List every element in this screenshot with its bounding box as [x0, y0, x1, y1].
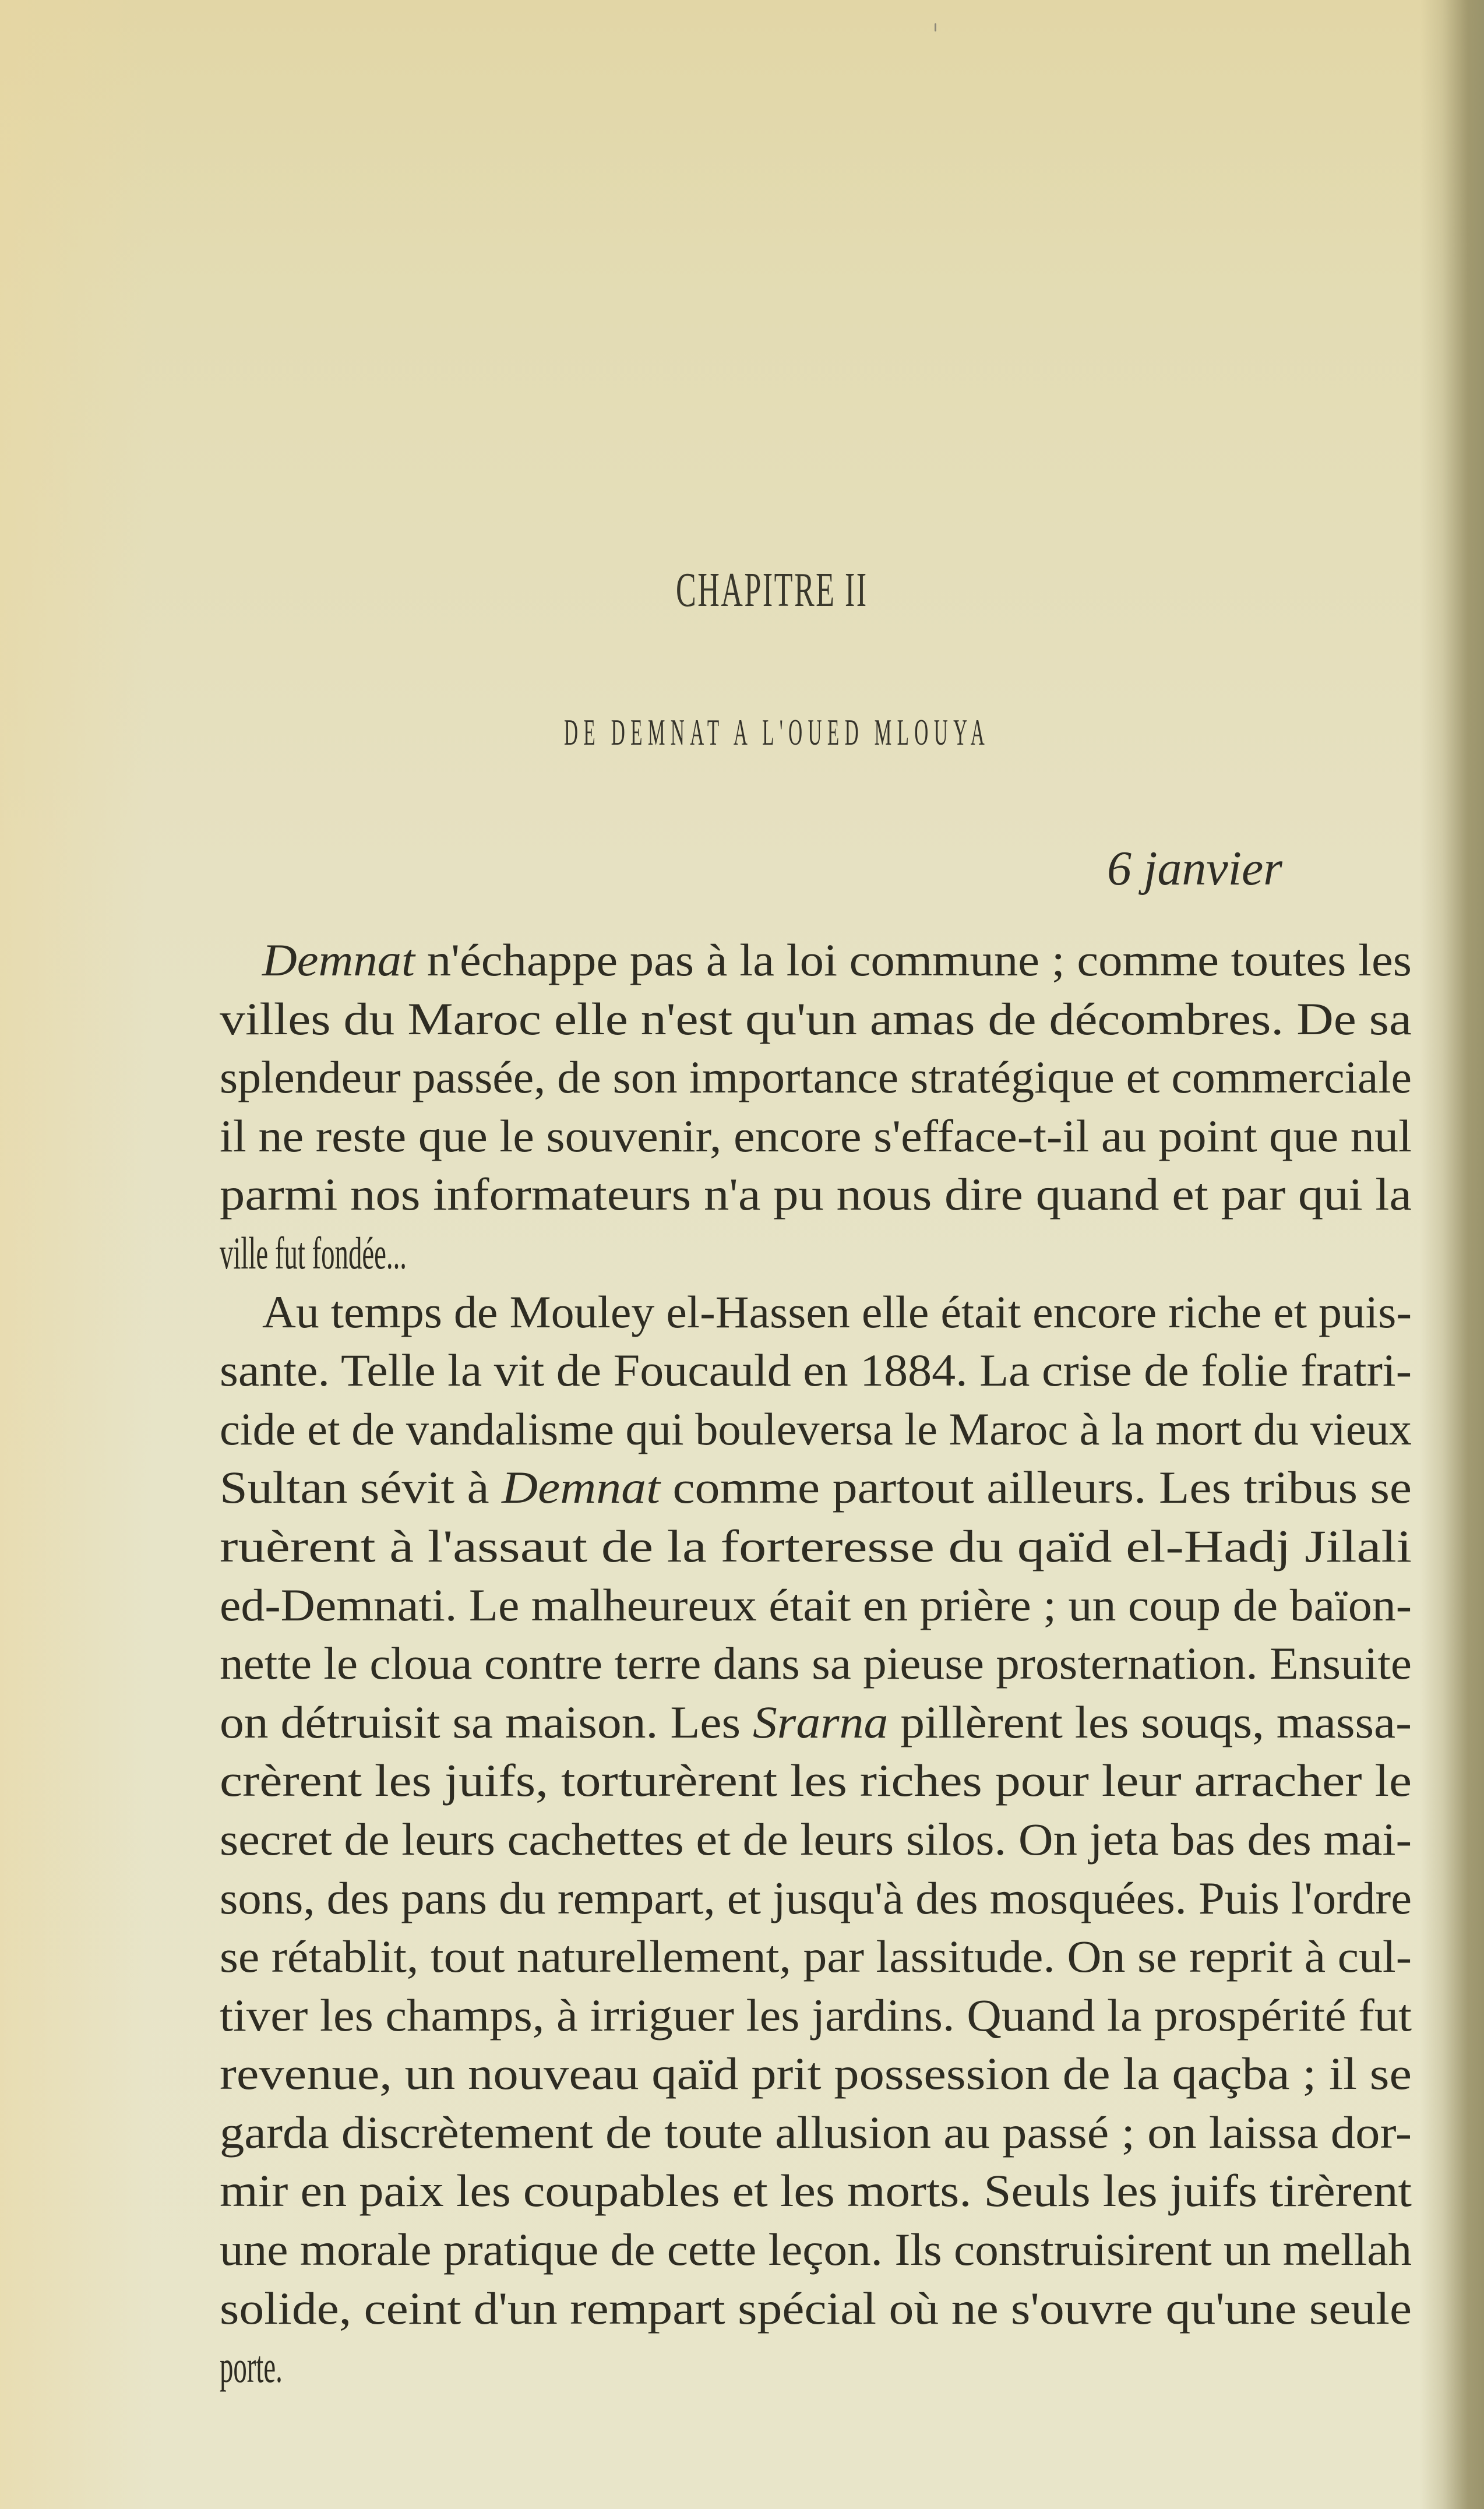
text-line: [220, 2103, 1412, 2162]
text-line: [220, 1927, 1412, 1986]
text-line-content: [220, 1341, 1412, 1400]
text-line: [220, 1810, 1412, 1869]
text-line: [220, 1634, 1412, 1693]
text-line: [220, 2279, 1412, 2338]
text-run: sons, des pans du rempart, et jusqu'à des mosquées. Puis l'ordre: [220, 1872, 1412, 1923]
text-line: [220, 1224, 1412, 1283]
text-line-content: [220, 990, 1412, 1049]
body-text: [220, 931, 1412, 2397]
text-line: [220, 1693, 1412, 1752]
text-line: [220, 1341, 1412, 1400]
text-line-content: [220, 1927, 1412, 1986]
chapter-title: CHAPITRE II: [676, 563, 868, 617]
paragraph: [220, 931, 1412, 1283]
text-line: [220, 1517, 1412, 1576]
text-run: il ne reste que le souvenir, encore s'efface-t-il au point que nul: [220, 1110, 1412, 1161]
text-line: [220, 1458, 1412, 1517]
text-line-content: [220, 1517, 1412, 1576]
text-run: une morale pratique de cette leçon. Ils construisirent un mellah: [220, 2224, 1412, 2275]
text-line: [220, 1400, 1412, 1459]
text-run: porte.: [220, 2341, 283, 2392]
text-line: [220, 1165, 1412, 1224]
text-run: sante. Telle la vit de Foucauld en 1884. La crise de folie fratri-: [220, 1345, 1412, 1396]
text-run: pillèrent les souqs, massa-: [888, 1696, 1412, 1747]
text-line: [220, 931, 1412, 990]
text-line: [220, 2221, 1412, 2279]
text-line-content: [220, 1224, 407, 1283]
text-line: [220, 990, 1412, 1049]
text-line: [220, 1869, 1412, 1928]
text-run: ed-Demnati. Le malheureux était en prière ; un coup de baïon-: [220, 1579, 1412, 1630]
text-line-content: [220, 1400, 1412, 1459]
text-run: mir en paix les coupables et les morts. Seuls les juifs tirèrent: [220, 2165, 1412, 2216]
text-line-content: [220, 1810, 1412, 1869]
italic-term: Demnat: [262, 935, 415, 985]
text-line: [220, 1576, 1412, 1635]
text-line-content: [220, 1576, 1412, 1635]
text-line-content: [262, 931, 1412, 990]
text-run: tiver les champs, à irriguer les jardins. Quand la prospérité fut: [220, 1989, 1412, 2041]
text-line: [220, 2338, 1412, 2397]
text-line-content: [220, 1458, 1412, 1517]
text-line-content: [220, 2338, 283, 2397]
italic-term: Srarna: [752, 1696, 889, 1747]
paper-speck: [935, 23, 936, 31]
text-line-content: [220, 1986, 1412, 2045]
text-run: splendeur passée, de son importance stratégique et commerciale: [220, 1052, 1412, 1103]
text-run: comme partout ailleurs. Les tribus se: [660, 1462, 1412, 1513]
text-line-content: [220, 1693, 1412, 1752]
text-line-content: [220, 1048, 1412, 1107]
text-run: cide et de vandalisme qui bouleversa le Maroc à la mort du vieux: [220, 1403, 1412, 1454]
text-run: se rétablit, tout naturellement, par lassitude. On se reprit à cul-: [220, 1931, 1412, 1982]
text-line: [220, 1752, 1412, 1810]
text-run: Sultan sévit à: [220, 1462, 502, 1513]
text-run: ruèrent à l'assaut de la forteresse du qaïd el-Hadj Jilali: [220, 1520, 1412, 1571]
text-line-content: [220, 1107, 1412, 1166]
text-run: garda discrètement de toute allusion au passé ; on laissa dor-: [220, 2106, 1412, 2158]
text-line: [220, 1986, 1412, 2045]
text-line-content: [220, 2279, 1412, 2338]
paragraph: [220, 1283, 1412, 2397]
text-run: solide, ceint d'un rempart spécial où ne s'ouvre qu'une seule: [220, 2282, 1412, 2334]
text-line-content: [220, 2103, 1412, 2162]
text-run: on détruisit sa maison. Les: [220, 1696, 753, 1747]
text-line: [220, 2162, 1412, 2221]
text-line: [220, 1107, 1412, 1166]
text-run: nette le cloua contre terre dans sa pieuse prosternation. Ensuite: [220, 1638, 1412, 1689]
text-line: [220, 1048, 1412, 1107]
text-line-content: [220, 2045, 1412, 2103]
text-line: [220, 1283, 1412, 1342]
text-run: secret de leurs cachettes et de leurs silos. On jeta bas des mai-: [220, 1813, 1412, 1865]
text-line: [220, 2045, 1412, 2103]
chapter-subtitle: DE DEMNAT A L'OUED MLOUYA: [564, 711, 990, 753]
text-run: n'échappe pas à la loi commune ; comme toutes les: [415, 935, 1412, 985]
text-line-content: [220, 1869, 1412, 1928]
text-line-content: [220, 1634, 1412, 1693]
text-line-content: [262, 1283, 1412, 1342]
text-line-content: [220, 1752, 1412, 1810]
text-run: crèrent les juifs, torturèrent les riches pour leur arracher le: [220, 1755, 1412, 1806]
binding-shadow: [1420, 0, 1484, 2509]
italic-term: Demnat: [502, 1462, 660, 1513]
text-line-content: [220, 2221, 1412, 2279]
text-run: revenue, un nouveau qaïd prit possession de la qaçba ; il se: [220, 2048, 1412, 2099]
text-line-content: [220, 1165, 1412, 1224]
text-run: ville fut fondée...: [220, 1227, 407, 1278]
entry-date: 6 janvier: [1107, 841, 1282, 896]
text-run: villes du Maroc elle n'est qu'un amas de décombres. De sa: [220, 993, 1412, 1044]
text-run: Au temps de Mouley el-Hassen elle était encore riche et puis-: [262, 1286, 1412, 1337]
paper-left-tint: [0, 0, 151, 2509]
text-run: parmi nos informateurs n'a pu nous dire quand et par qui la: [220, 1169, 1412, 1220]
text-line-content: [220, 2162, 1412, 2221]
